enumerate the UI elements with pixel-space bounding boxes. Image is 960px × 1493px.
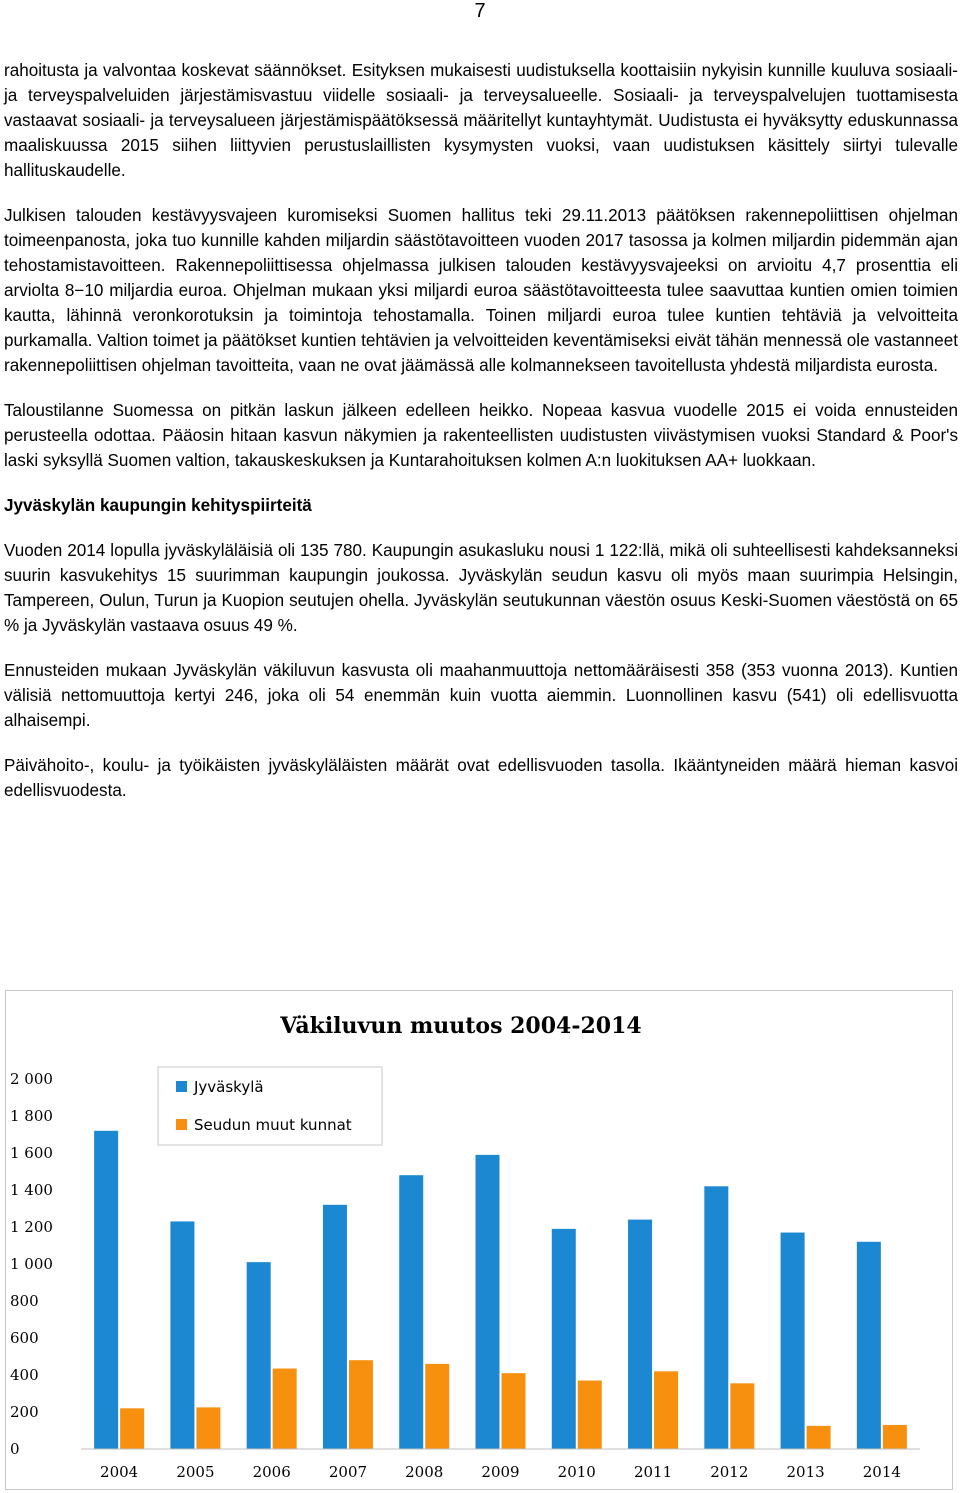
y-tick-label: 1 600	[10, 1144, 53, 1162]
legend-swatch-other-municipalities	[176, 1119, 187, 1130]
x-tick-label: 2012	[710, 1463, 749, 1481]
bar-other-municipalities-2010	[578, 1381, 602, 1449]
bar-other-municipalities-2004	[120, 1408, 144, 1449]
y-tick-label: 800	[10, 1292, 39, 1310]
y-axis	[10, 1070, 53, 1458]
legend-label-other-municipalities: Seudun muut kunnat	[194, 1116, 352, 1134]
bar-series	[94, 1131, 907, 1449]
legend-label-jyvaskyla: Jyväskylä	[194, 1078, 264, 1096]
bar-other-municipalities-2009	[502, 1373, 526, 1449]
y-tick-label: 1 000	[10, 1255, 53, 1273]
population-change-chart	[5, 990, 953, 1490]
x-tick-label: 2014	[862, 1463, 901, 1481]
y-tick-label: 0	[10, 1440, 20, 1458]
bar-jyvaskyla-2005	[170, 1221, 194, 1449]
y-tick-label: 1 400	[10, 1181, 53, 1199]
chart-canvas	[6, 991, 952, 1489]
bar-other-municipalities-2005	[196, 1407, 220, 1449]
bar-jyvaskyla-2014	[857, 1242, 881, 1449]
x-tick-label: 2008	[405, 1463, 444, 1481]
bar-jyvaskyla-2013	[781, 1233, 805, 1449]
bar-other-municipalities-2013	[807, 1426, 831, 1449]
y-tick-label: 600	[10, 1329, 39, 1347]
paragraph-migration: Ennusteiden mukaan Jyväskylän väkiluvun kasvusta oli maahanmuuttoja nettomääräisesti 358 (353 vuonna 2013). Kuntien välisiä nettomuuttoja kertyi 246, joka oli 54 enemmän kuin vuotta aiemmin. Luonnollinen kasvu (541) oli edellisvuotta alhaisempi.	[4, 661, 958, 730]
bar-other-municipalities-2012	[730, 1383, 754, 1449]
x-tick-label: 2010	[557, 1463, 596, 1481]
x-tick-label: 2011	[633, 1463, 673, 1481]
x-axis	[81, 1449, 920, 1481]
legend-swatch-jyvaskyla	[176, 1081, 187, 1092]
bar-jyvaskyla-2012	[704, 1186, 728, 1449]
bar-other-municipalities-2008	[425, 1364, 449, 1449]
page-number: 7	[474, 0, 486, 22]
paragraph-structural-program: Julkisen talouden kestävyysvajeen kuromiseksi Suomen hallitus teki 29.11.2013 päätöksen rakennepoliittisen ohjelman toimeenpanosta, joka tuo kunnille kahden miljardin säästötavoitteen vuoden 2017 tasossa ja kolmen miljardin pidemmän ajan tehostamistavoitteen. Rakennepoliittisessa ohjelmassa julkisen talouden kestävyysvajeeksi on arvioitu 4,7 prosenttia eli arviolta 8−10 miljardia euroa. Ohjelman mukaan yksi miljardi euroa säästötavoitteesta tulee saavuttaa kuntien omien toimien kautta, lähinnä veronkorotuksin ja toimintoja tehostamalla. Toinen miljardi euroa tulee kuntien tehtäviä ja velvoitteita purkamalla. Valtion toimet ja päätökset kuntien tehtävien ja velvoitteiden keventämiseksi eivät tähän mennessä ole vastanneet rakennepoliittisen ohjelman tavoitteita, vaan ne ovat jäämässä alle kolmannekseen tavoitellusta yhdestä miljardista eurosta.	[4, 206, 958, 375]
y-tick-label: 1 200	[10, 1218, 53, 1236]
chart-title: Väkiluvun muutos 2004-2014	[280, 1013, 642, 1039]
bar-jyvaskyla-2004	[94, 1131, 118, 1449]
x-tick-label: 2009	[481, 1463, 520, 1481]
y-tick-label: 400	[10, 1366, 39, 1384]
x-tick-label: 2007	[328, 1463, 368, 1481]
paragraph-reform: rahoitusta ja valvontaa koskevat säännökset. Esityksen mukaisesti uudistuksella koottaisiin nykyisin kunnille kuuluva sosiaali- ja terveyspalveluiden järjestämisvastuu viidelle sosiaali- ja terveysalueelle. Sosiaali- ja terveyspalvelujen tuottamisesta vastaavat sosiaali- ja terveysalueen järjestämispäätöksessä määritellyt kuntayhtymät. Uudistusta ei hyväksytty eduskunnassa maaliskuussa 2015 siihen liittyvien perustuslaillisten kysymysten vuoksi, vaan uudistuksen käsittely siirtyi tulevalle hallituskaudelle.	[4, 61, 958, 180]
body-text	[4, 58, 958, 823]
x-tick-label: 2005	[176, 1463, 215, 1481]
section-heading: Jyväskylän kaupungin kehityspiirteitä	[4, 496, 312, 515]
bar-jyvaskyla-2008	[399, 1175, 423, 1449]
bar-jyvaskyla-2010	[552, 1229, 576, 1449]
bar-other-municipalities-2011	[654, 1371, 678, 1449]
legend	[158, 1067, 382, 1145]
bar-other-municipalities-2014	[883, 1425, 907, 1449]
bar-jyvaskyla-2009	[476, 1155, 500, 1449]
y-tick-label: 200	[10, 1403, 39, 1421]
bar-other-municipalities-2007	[349, 1360, 373, 1449]
bar-jyvaskyla-2007	[323, 1205, 347, 1449]
x-tick-label: 2013	[786, 1463, 825, 1481]
bar-jyvaskyla-2011	[628, 1220, 652, 1449]
bar-jyvaskyla-2006	[247, 1262, 271, 1449]
x-tick-label: 2004	[100, 1463, 139, 1481]
x-tick-label: 2006	[252, 1463, 291, 1481]
paragraph-economy: Taloustilanne Suomessa on pitkän laskun jälkeen edelleen heikko. Nopeaa kasvua vuodelle 2015 ei voida ennusteiden perusteella odottaa. Pääosin hitaan kasvun näkymien ja rakenteellisten uudistusten viivästymisen vuoksi Standard & Poor's laski syksyllä Suomen valtion, takauskeskuksen ja Kuntarahoituksen kolmen A:n luokituksen AA+ luokkaan.	[4, 401, 958, 470]
paragraph-age-groups: Päivähoito-, koulu- ja työikäisten jyväskyläläisten määrät ovat edellisvuoden tasolla. Ikääntyneiden määrä hieman kasvoi edellisvuodesta.	[4, 756, 958, 800]
y-tick-label: 1 800	[10, 1107, 53, 1125]
y-tick-label: 2 000	[10, 1070, 53, 1088]
paragraph-population: Vuoden 2014 lopulla jyväskyläläisiä oli 135 780. Kaupungin asukasluku nousi 1 122:llä, mikä oli suhteellisesti kahdeksanneksi suurin kasvukehitys 15 suurimman kaupungin joukossa. Jyväskylän seudun kasvu oli myös maan suurimpia Helsingin, Tampereen, Oulun, Turun ja Kuopion seutujen ohella. Jyväskylän seutukunnan väestön osuus Keski-Suomen väestöstä on 65 % ja Jyväskylän vastaava osuus 49 %.	[4, 541, 958, 635]
bar-other-municipalities-2006	[273, 1369, 297, 1449]
